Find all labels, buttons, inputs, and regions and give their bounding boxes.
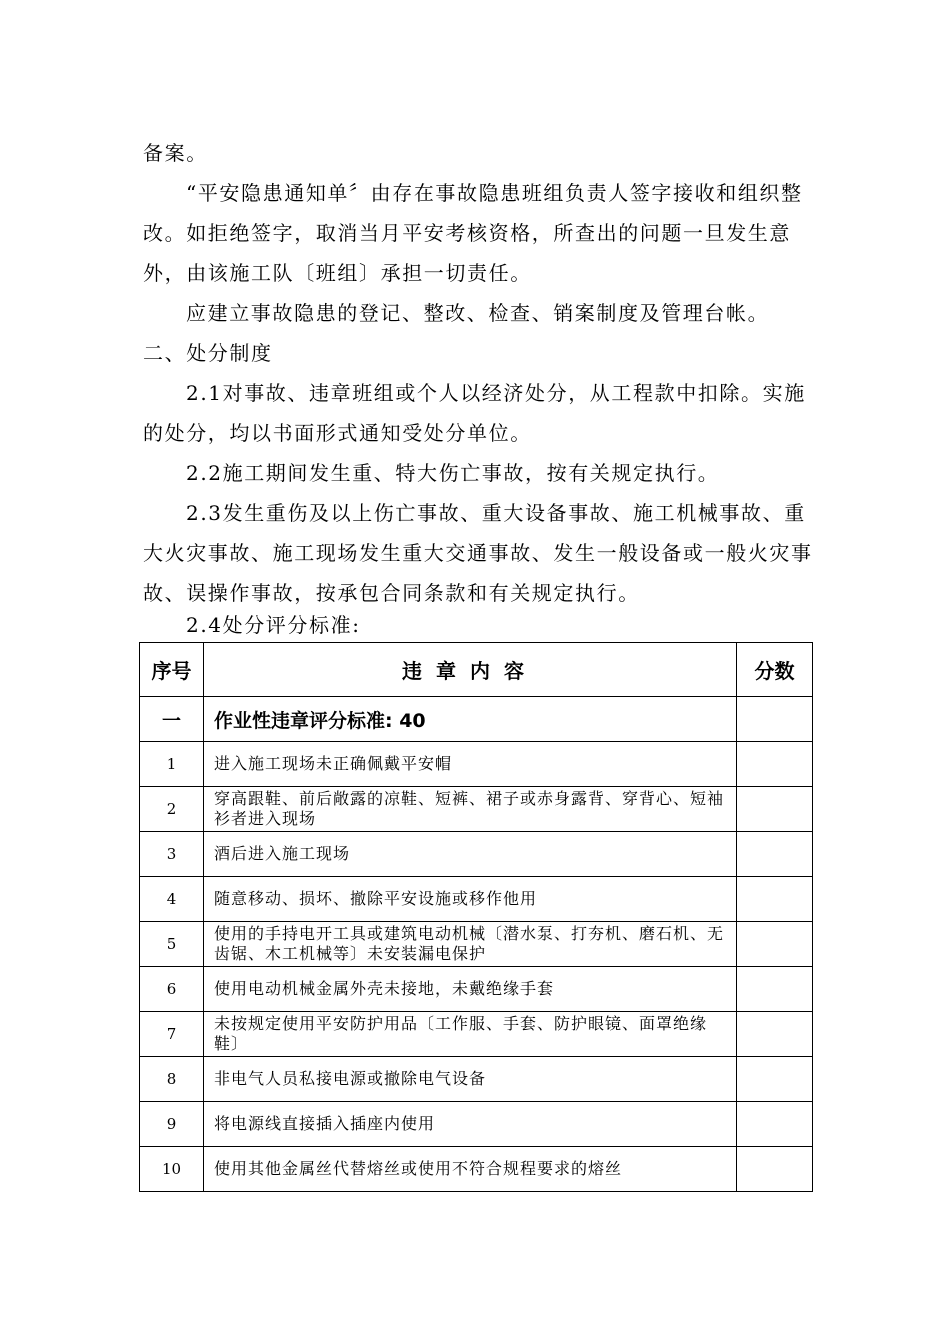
table-header-row	[140, 643, 813, 697]
paragraph-filing: 备案。	[143, 141, 208, 165]
table-row	[140, 1102, 813, 1147]
row-content: 随意移动、损坏、撤除平安设施或移作他用	[204, 877, 737, 922]
row-score	[737, 832, 813, 877]
section-num: 一	[140, 697, 204, 742]
paragraph-hazard-notice: “平安隐患通知单〞由存在事故隐患班组负责人签字接收和组织整改。如拒绝签字，取消当月平安考核资格，所查出的问题一旦发生意外，由该施工队〔班组〕承担一切责任。	[143, 181, 803, 285]
header-num: 序号	[140, 643, 204, 697]
row-score	[737, 877, 813, 922]
row-num: 8	[140, 1057, 204, 1102]
row-content: 进入施工现场未正确佩戴平安帽	[204, 742, 737, 787]
table-section-row	[140, 697, 813, 742]
table-row	[140, 877, 813, 922]
table-row	[140, 967, 813, 1012]
table-row	[140, 1012, 813, 1057]
row-num: 9	[140, 1102, 204, 1147]
penalty-score-table	[139, 642, 813, 1192]
section-title: 作业性违章评分标准: 40	[204, 697, 737, 742]
table-row	[140, 1147, 813, 1192]
table-row	[140, 787, 813, 832]
row-num: 4	[140, 877, 204, 922]
row-content: 酒后进入施工现场	[204, 832, 737, 877]
table-row	[140, 832, 813, 877]
row-score	[737, 787, 813, 832]
row-score	[737, 967, 813, 1012]
row-content: 使用电动机械金属外壳未接地，未戴绝缘手套	[204, 967, 737, 1012]
table-row	[140, 922, 813, 967]
paragraph-rule-2-4: 2.4处分评分标准:	[186, 613, 361, 637]
row-num: 6	[140, 967, 204, 1012]
row-score	[737, 742, 813, 787]
header-score: 分数	[737, 643, 813, 697]
header-content: 违章内容	[204, 643, 737, 697]
row-score	[737, 922, 813, 967]
row-content: 非电气人员私接电源或撤除电气设备	[204, 1057, 737, 1102]
row-score	[737, 1102, 813, 1147]
row-content: 使用其他金属丝代替熔丝或使用不符合规程要求的熔丝	[204, 1147, 737, 1192]
row-score	[737, 1147, 813, 1192]
section-score	[737, 697, 813, 742]
row-num: 3	[140, 832, 204, 877]
row-content: 穿高跟鞋、前后敞露的凉鞋、短裤、裙子或赤身露背、穿背心、短袖衫者进入现场	[204, 787, 737, 832]
row-content: 未按规定使用平安防护用品〔工作服、手套、防护眼镜、面罩绝缘鞋〕	[204, 1012, 737, 1057]
row-score	[737, 1012, 813, 1057]
paragraph-rule-2-2: 2.2施工期间发生重、特大伤亡事故，按有关规定执行。	[186, 461, 720, 485]
paragraph-rule-2-1: 2.1对事故、违章班组或个人以经济处分，从工程款中扣除。实施的处分，均以书面形式通知受处分单位。	[143, 381, 806, 445]
row-num: 7	[140, 1012, 204, 1057]
row-num: 2	[140, 787, 204, 832]
row-num: 10	[140, 1147, 204, 1192]
paragraph-hazard-register: 应建立事故隐患的登记、整改、检查、销案制度及管理台帐。	[186, 301, 770, 325]
table-row	[140, 1057, 813, 1102]
row-score	[737, 1057, 813, 1102]
paragraph-rule-2-3: 2.3发生重伤及以上伤亡事故、重大设备事故、施工机械事故、重大火灾事故、施工现场发生重大交通事故、发生一般设备或一般火灾事故、误操作事故，按承包合同条款和有关规定执行。	[143, 501, 813, 605]
section-heading-penalty: 二、处分制度	[143, 341, 273, 365]
row-num: 5	[140, 922, 204, 967]
table-row	[140, 742, 813, 787]
row-content: 使用的手持电开工具或建筑电动机械〔潜水泵、打夯机、磨石机、无齿锯、木工机械等〕未安装漏电保护	[204, 922, 737, 967]
row-content: 将电源线直接插入插座内使用	[204, 1102, 737, 1147]
row-num: 1	[140, 742, 204, 787]
